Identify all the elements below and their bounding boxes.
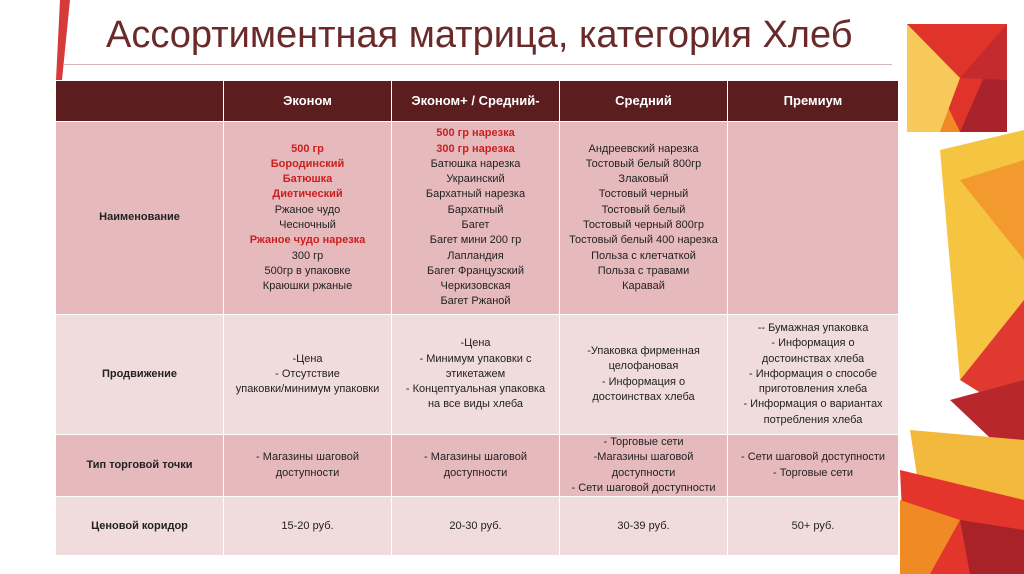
cell-line: 300 гр (291, 249, 324, 262)
cell-line: Украинский (446, 173, 505, 186)
table-cell (392, 315, 560, 435)
cell-line: - Магазины шаговой (424, 451, 527, 464)
cell-line: - Торговые сети (772, 466, 854, 479)
cell-line: Багет мини 200 гр (429, 234, 522, 247)
cell-line: доступности (611, 466, 676, 479)
column-header-premium: Премиум (728, 81, 899, 122)
cell-line: Чесночный (279, 219, 336, 231)
cell-line: -Цена (460, 337, 491, 350)
cell-line: 500 гр нарезка (436, 127, 515, 140)
cell-line: Краюшки ржаные (262, 280, 353, 293)
cell-line: доступности (275, 466, 340, 479)
cell-line: целофановая (608, 360, 679, 373)
table-cell (728, 315, 899, 435)
cell-line: - Концептуальная упаковка (405, 383, 546, 396)
table-cell (392, 435, 560, 497)
table-row-naming (56, 122, 899, 315)
table-cell (560, 122, 728, 315)
column-header-econom: Эконом (224, 81, 392, 122)
table-row-promotion (56, 315, 899, 435)
table-cell (392, 122, 560, 315)
cell-line: Тостовый черный (598, 188, 689, 201)
cell-line: 30-39 руб. (617, 519, 670, 532)
cell-line: 20-30 руб. (449, 519, 502, 532)
column-header-middle: Средний (560, 81, 728, 122)
cell-line: Батюшка нарезка (430, 157, 521, 170)
cell-line: Тостовый белый 400 нарезка (569, 234, 718, 247)
table-cell (224, 497, 392, 556)
row-header-outlet-type: Тип торговой точки (56, 435, 224, 497)
cell-line: Черкизовская (440, 280, 511, 293)
cell-line: Каравай (622, 280, 665, 293)
row-header-naming: Наименование (56, 122, 224, 315)
cell-line: - Информация о (771, 337, 855, 350)
cell-line: Лапландия (447, 249, 504, 262)
table-cell (728, 497, 899, 556)
cell-line: -Цена (292, 352, 323, 365)
cell-line: на все виды хлеба (427, 398, 524, 411)
cell-line: Диетический (272, 188, 343, 201)
title-divider (64, 64, 892, 65)
cell-line: Польза с травами (597, 264, 690, 277)
cell-line: - Информация о способе (749, 367, 877, 380)
cell-line: достоинствах хлеба (761, 352, 865, 365)
cell-line: Бархатный нарезка (425, 188, 526, 201)
cell-line: упаковки/минимум упаковки (235, 383, 380, 396)
cell-line: Ржаное чудо (274, 203, 341, 216)
cell-line: - Информация о (601, 375, 686, 388)
cell-line: Тостовый белый (601, 203, 686, 216)
cell-line: доступности (443, 466, 508, 479)
table-cell (392, 497, 560, 556)
cell-line: -Магазины шаговой (593, 451, 694, 464)
cell-line: 15-20 руб. (281, 519, 334, 532)
cell-line: Тостовый черный 800гр (582, 219, 705, 231)
cell-line: - Магазины шаговой (256, 451, 359, 464)
cell-line: Польза с клетчаткой (591, 249, 696, 262)
header-corner (56, 81, 224, 122)
cell-line: - Отсутствие (275, 367, 340, 380)
page-title: Ассортиментная матрица, категория Хлеб (106, 14, 853, 56)
assortment-matrix-table (55, 80, 899, 556)
table-row-outlet-type (56, 435, 899, 497)
row-header-promotion: Продвижение (56, 315, 224, 435)
table-cell (224, 315, 392, 435)
cell-line: - Сети шаговой доступности (740, 451, 886, 464)
cell-line: Андреевский нарезка (588, 142, 699, 155)
table-row-price-range (56, 497, 899, 556)
cell-line: Бородинский (270, 157, 345, 170)
table-cell (224, 122, 392, 315)
cell-line: Багет Французский (427, 264, 524, 277)
table-cell (560, 497, 728, 556)
cell-line: Багет (461, 219, 490, 231)
cell-line: этикетажем (445, 367, 506, 380)
table-cell (560, 315, 728, 435)
cell-line: Тостовый белый 800гр (585, 157, 702, 170)
cell-line: Злаковый (618, 173, 669, 186)
cell-line: Батюшка (282, 173, 333, 186)
table-header-row (56, 81, 899, 122)
column-header-econom-plus: Эконом+ / Средний- (392, 81, 560, 122)
cell-line: Бархатный (447, 203, 504, 216)
cell-line: 50+ руб. (791, 519, 835, 532)
cell-line: -- Бумажная упаковка (757, 321, 869, 334)
cell-line: 500гр в упаковке (264, 264, 351, 277)
cell-line: -Упаковка фирменная (587, 344, 700, 357)
cell-line: достоинствах хлеба (592, 390, 695, 403)
cell-line: - Информация о вариантах (743, 398, 883, 411)
cell-line: - Минимум упаковки с (419, 352, 532, 365)
cell-line: Багет Ржаной (440, 295, 511, 308)
table-cell (728, 435, 899, 497)
cell-line: 500 гр (291, 142, 324, 155)
cell-line: Ржаное чудо нарезка (249, 234, 366, 247)
table-cell (224, 435, 392, 497)
row-header-price-range: Ценовой коридор (56, 497, 224, 556)
cell-line: - Торговые сети (603, 436, 684, 448)
deco-top-left-band (56, 0, 70, 80)
cell-line: - Сети шаговой доступности (571, 481, 716, 494)
cell-line: 300 гр нарезка (436, 142, 515, 155)
cell-line: потребления хлеба (763, 413, 863, 426)
table-cell (728, 122, 899, 315)
table-cell (560, 435, 728, 497)
cell-line: приготовления хлеба (758, 383, 868, 396)
